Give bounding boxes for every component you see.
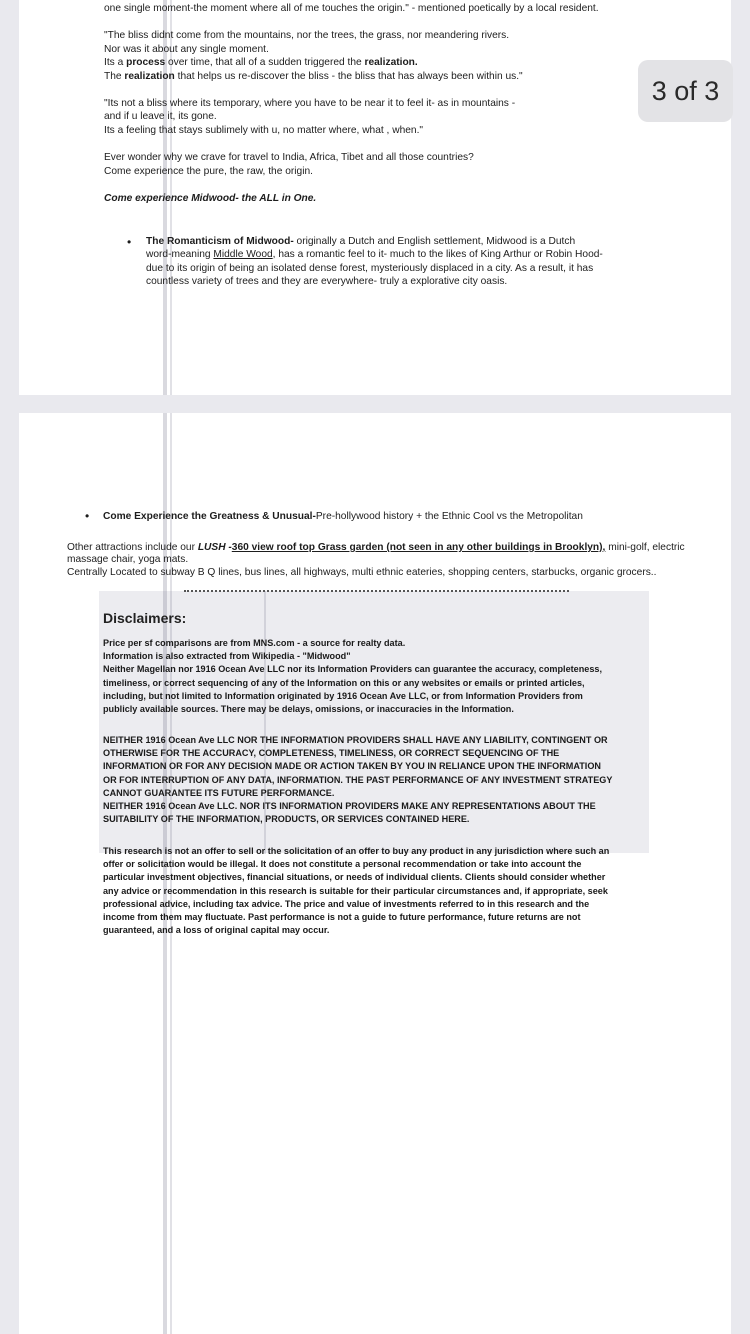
text-line: Come experience the pure, the raw, the origin. [104,165,313,177]
text-span: Pre-hollywood history + the Ethnic Cool vs the Metropolitan [315,511,583,522]
text-line: NEITHER 1916 Ocean Ave LLC NOR THE INFORMATION PROVIDERS SHALL HAVE ANY LIABILITY, CONTINGENT OR [103,735,608,745]
text-line: OR FOR INTERRUPTION OF ANY DATA, INFORMATION. THE PAST PERFORMANCE OF ANY INVESTMENT STRATEGY [103,774,613,785]
text-line: due to its origin of being an isolated dense forest, mysteriously displaced in a city. As a result, it has [146,262,594,274]
text-line: CANNOT GUARANTEE ITS FUTURE PERFORMANCE. [103,787,335,798]
attractions-line-3: Centrally Located to subway B Q lines, bus lines, all highways, multi ethnic eateries, shopping centers, starbucks, organic grocers.. [67,567,657,578]
text-span: , has a romantic feel to it- much to the likes of King Arthur or Robin Hood- [272,249,603,261]
text-line: Neither Magellan nor 1916 Ocean Ave LLC nor its Information Providers can guarantee the accuracy, completeness, [103,664,602,675]
text-span: The [104,70,125,82]
text-bold: The Romanticism of Midwood- [146,236,294,247]
text-line: Its a feeling that stays sublimely with u, no matter where, what , when." [104,124,424,136]
document-page-2 [19,413,731,1334]
disclaimer-block-3 [103,845,663,937]
page-counter-text: 3 of 3 [651,75,720,106]
text-line: Ever wonder why we crave for travel to India, Africa, Tibet and all those countries? [104,152,474,164]
text-span: Its a [104,57,127,69]
text-line: publicly available sources. There may be delays, omissions, or inaccuracies in the Information. [103,704,514,715]
text-line: "Its not a bliss where its temporary, where you have to be near it to feel it- as in mountains - [104,98,516,110]
separator-line [184,590,569,592]
text-line: OTHERWISE FOR THE ACCURACY, COMPLETENESS, TIMELINESS, OR CORRECT SEQUENCING OF THE [103,748,560,759]
text-line: "The bliss didnt come from the mountains, nor the trees, the grass, nor meandering rivers. [104,30,510,42]
text-line: particular investment objectives, financial situations, or needs of individual clients. Clients should consider whether [103,872,606,883]
text-line: NEITHER 1916 Ocean Ave LLC. NOR ITS INFORMATION PROVIDERS MAKE ANY REPRESENTATIONS ABOUT THE [103,801,596,812]
text-line: any advice or recommendation in this research is suitable for their particular circumstances and, if appropriate, seek [103,885,608,896]
disclaimer-block-1 [103,637,663,716]
text-bold: Come Experience the Greatness & Unusual- [103,511,316,522]
attractions-line-2: massage chair, yoga mats. [67,554,189,565]
text-span: originally a Dutch and English settlement, Midwood is a Dutch [293,236,576,247]
bullet-icon: • [127,235,132,249]
text-line: one single moment-the moment where all of me touches the origin." - mentioned poetically by a local resident. [104,3,599,14]
text-bold: process [126,57,166,69]
tagline [104,192,684,205]
text-line: including, but not limited to Information originated by 1916 Ocean Ave LLC, or from Information Providers from [103,690,583,701]
text-span: mini-golf, electric [605,542,685,553]
text-line: and if u leave it, its gone. [104,111,217,123]
text-line: Information is also extracted from Wikipedia - "Midwood" [103,651,351,662]
bullet-icon: • [85,509,90,523]
text-line: professional advice, including tax advice. The price and value of investments referred to in this research and the [103,898,590,909]
page-counter-badge [638,60,733,122]
disclaimer-block-2 [103,734,663,826]
text-line [104,56,684,69]
text-bold: realization [124,70,175,82]
text-line [104,70,684,83]
bullet-item-midwood [146,235,666,289]
tagline-text: Come experience Midwood- the ALL in One. [104,193,317,205]
text-line: countless variety of trees and they are everywhere- truly a explorative city oasis. [146,276,508,288]
text-line [146,235,666,248]
text-bold: LUSH - [197,542,232,553]
text-line: This research is not an offer to sell or the solicitation of an offer to buy any product in any jurisdiction where such an [103,846,610,856]
text-underline: 360 view roof top Grass garden (not seen in any other buildings in Brooklyn), [231,542,606,553]
text-bold: realization. [364,57,418,69]
text-line: guaranteed, and a loss of original capital may occur. [103,925,330,936]
disclaimers-title: Disclaimers: [103,610,187,626]
text-line: offer or solicitation would be illegal. It does not constitute a personal recommendation or take into account the [103,859,582,870]
text-span: over time, that all of a sudden triggered the [165,57,365,69]
text-line: Price per sf comparisons are from MNS.com - a source for realty data. [103,638,406,648]
text-line [146,248,666,261]
text-span: word-meaning [146,249,214,261]
text-line: SUITABILITY OF THE INFORMATION, PRODUCTS, OR SERVICES CONTAINED HERE. [103,814,470,825]
text-line: INFORMATION OR FOR ANY DECISION MADE OR ACTION TAKEN BY YOU IN RELIANCE UPON THE INFORMATION [103,761,601,772]
text-span: that helps us re-discover the bliss - the bliss that has always been within us." [174,70,523,82]
document-page-1 [19,0,731,395]
text-underline: Middle Wood [213,249,273,261]
text-line: timeliness, or correct sequencing of any of the Information on this or any websites or emails or printed articles, [103,677,585,688]
text-line: income from them may fluctuate. Past performance is not a guide to future performance, future returns are not [103,912,581,923]
text-span: Other attractions include our [67,542,198,553]
text-line: Nor was it about any single moment. [104,43,269,55]
page1-body [104,2,684,205]
bullet-item-greatness [103,510,713,523]
